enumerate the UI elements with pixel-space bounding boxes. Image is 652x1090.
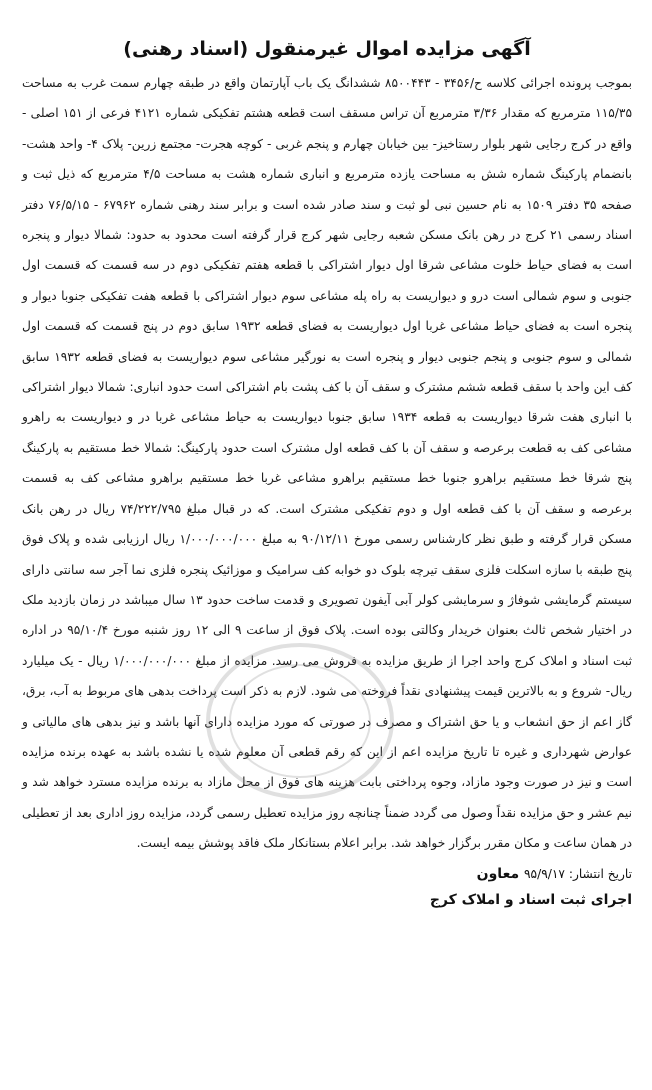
publish-date: تاریخ انتشار: ۹۵/۹/۱۷ — [524, 866, 632, 881]
notice-signature — [22, 861, 632, 913]
notice-title: آگهی مزایده اموال غیرمنقول (اسناد رهنی) — [123, 38, 531, 60]
notice-body: بموجب پرونده اجرائی کلاسه ح/۳۴۵۶ - ۸۵۰۰۴۴۳ ششدانگ یک باب آپارتمان واقع در طبقه چهارم سمت غرب به مساحت ۱۱۵/۳۵ مترمربع که مقدار ۳/۳۶ مترمربع آن تراس مسقف است قطعه هشتم تفکیکی شماره ۴۱۲۱ فرعی از ۱۵۱ اصلی - واقع در کرج رجایی شهر بلوار رستاخیز- بین خیابان چهارم و پنجم غربی - کوچه هجرت- مجتمع زرین- پلاک ۴- واحد هشت- بانضمام پارکینگ شماره شش به مساحت یازده مترمربع و انباری شماره هشت به مساحت ۴/۵ مترمربع که ذیل ثبت و صفحه ۳۵ دفتر ۱۵۰۹ به نام حسین نبی لو ثبت و سند صادر شده است و برابر سند رهنی شماره ۶۷۹۶۲ - ۷۶/۵/۱۵ دفتر اسناد رسمی ۲۱ کرج در رهن بانک مسکن شعبه رجایی شهر کرج قرار گرفته است محدود به حدود: شمالا دیوار و پنجره است به فضای حیاط خلوت مشاعی شرقا اول دیوار اشتراکی با قطعه هفتم تفکیکی دوم در سه قسمت که قسمت اول جنوبی و سوم شمالی است درو و دیواریست به راه پله مشاعی سوم دیوار اشتراکی با قطعه هفت تفکیکی جنوبا دیوار و پنجره است به فضای حیاط مشاعی غربا اول دیواریست به فضای قطعه ۱۹۳۲ سابق دوم در پنج قسمت که قسمت اول شمالی و سوم جنوبی و پنجم جنوبی دیوار و پنجره است به نورگیر مشاعی سوم دیواریست به فضای قطعه ۱۹۳۲ سابق کف این واحد با سقف قطعه ششم مشترک و سقف آن با کف پشت بام اشتراکی است حدود انباری: شمالا دیوار اشتراکی با انباری هفت شرقا دیواریست به قطعه ۱۹۳۴ سابق جنوبا دیواریست به حیاط مشاعی غربا در و دیواریست به راهرو مشاعی کف به قطعت برعرصه و سقف آن با کف قطعه اول مشترک است حدود پارکینگ: شمالا خط مستقیم به پارکینگ پنج شرقا خط مستقیم براهرو جنوبا خط مستقیم براهرو مشاعی غربا خط مستقیم براهرو مشاعی کف به قسمت برعرصه و سقف آن با کف قطعه اول و دوم تفکیکی مشترک است. که در قبال مبلغ ۷۴/۲۲۲/۷۹۵ ریال در رهن بانک مسکن قرار گرفته و طبق نظر کارشناس رسمی مورخ ۹۰/۱۲/۱۱ به مبلغ ۱/۰۰۰/۰۰۰/۰۰۰ ریال ارزیابی شده و پلاک فوق پنج طبقه با سازه اسکلت فلزی سقف تیرچه بلوک دو خوابه کف سرامیک و موزائیک پنجره فلزی نما آجر سه سانتی دارای سیستم گرمایشی شوفاژ و سرمایشی کولر آبی آیفون تصویری و قدمت ساخت حدود ۱۳ سال میباشد در زمان بازدید ملک در اختیار شخص ثالث بعنوان خریدار وکالتی بوده است. پلاک فوق از ساعت ۹ الی ۱۲ روز شنبه مورخ ۹۵/۱۰/۴ در اداره ثبت اسناد و املاک کرج واحد اجرا از طریق مزایده به فروش می رسد. مزایده از مبلغ ۱/۰۰۰/۰۰۰/۰۰۰ ریال - یک میلیارد ریال- شروع و به بالاترین قیمت پیشنهادی نقداً فروخته می شود. لازم به ذکر است پرداخت بدهی های مربوط به آب، برق، گاز اعم از حق انشعاب و یا حق اشتراک و مصرف در صورتی که مورد مزایده دارای آنها باشد و نیز بدهی های مالیاتی و عوارض شهرداری و غیره تا تاریخ مزایده اعم از این که رقم قطعی آن معلوم شده یا نشده باشد به عهده برنده مزایده است و نیز در صورت وجود مازاد، وجوه پرداختی بابت هزینه های فوق از محل مازاد به برنده مزایده مسترد خواهد شد و نیم عشر و حق مزایده نقداً وصول می گردد ضمناً چنانچه روز مزایده تعطیل رسمی گردد، مزایده روز اداری بعد از تعطیلی در همان ساعت و مکان مقرر برگزار خواهد شد. برابر اعلام بستانکار ملک فاقد پوشش بیمه ایست. — [22, 76, 633, 851]
signature-office: اجرای ثبت اسناد و املاک کرج — [429, 891, 632, 908]
signature-title: معاون — [476, 865, 520, 882]
